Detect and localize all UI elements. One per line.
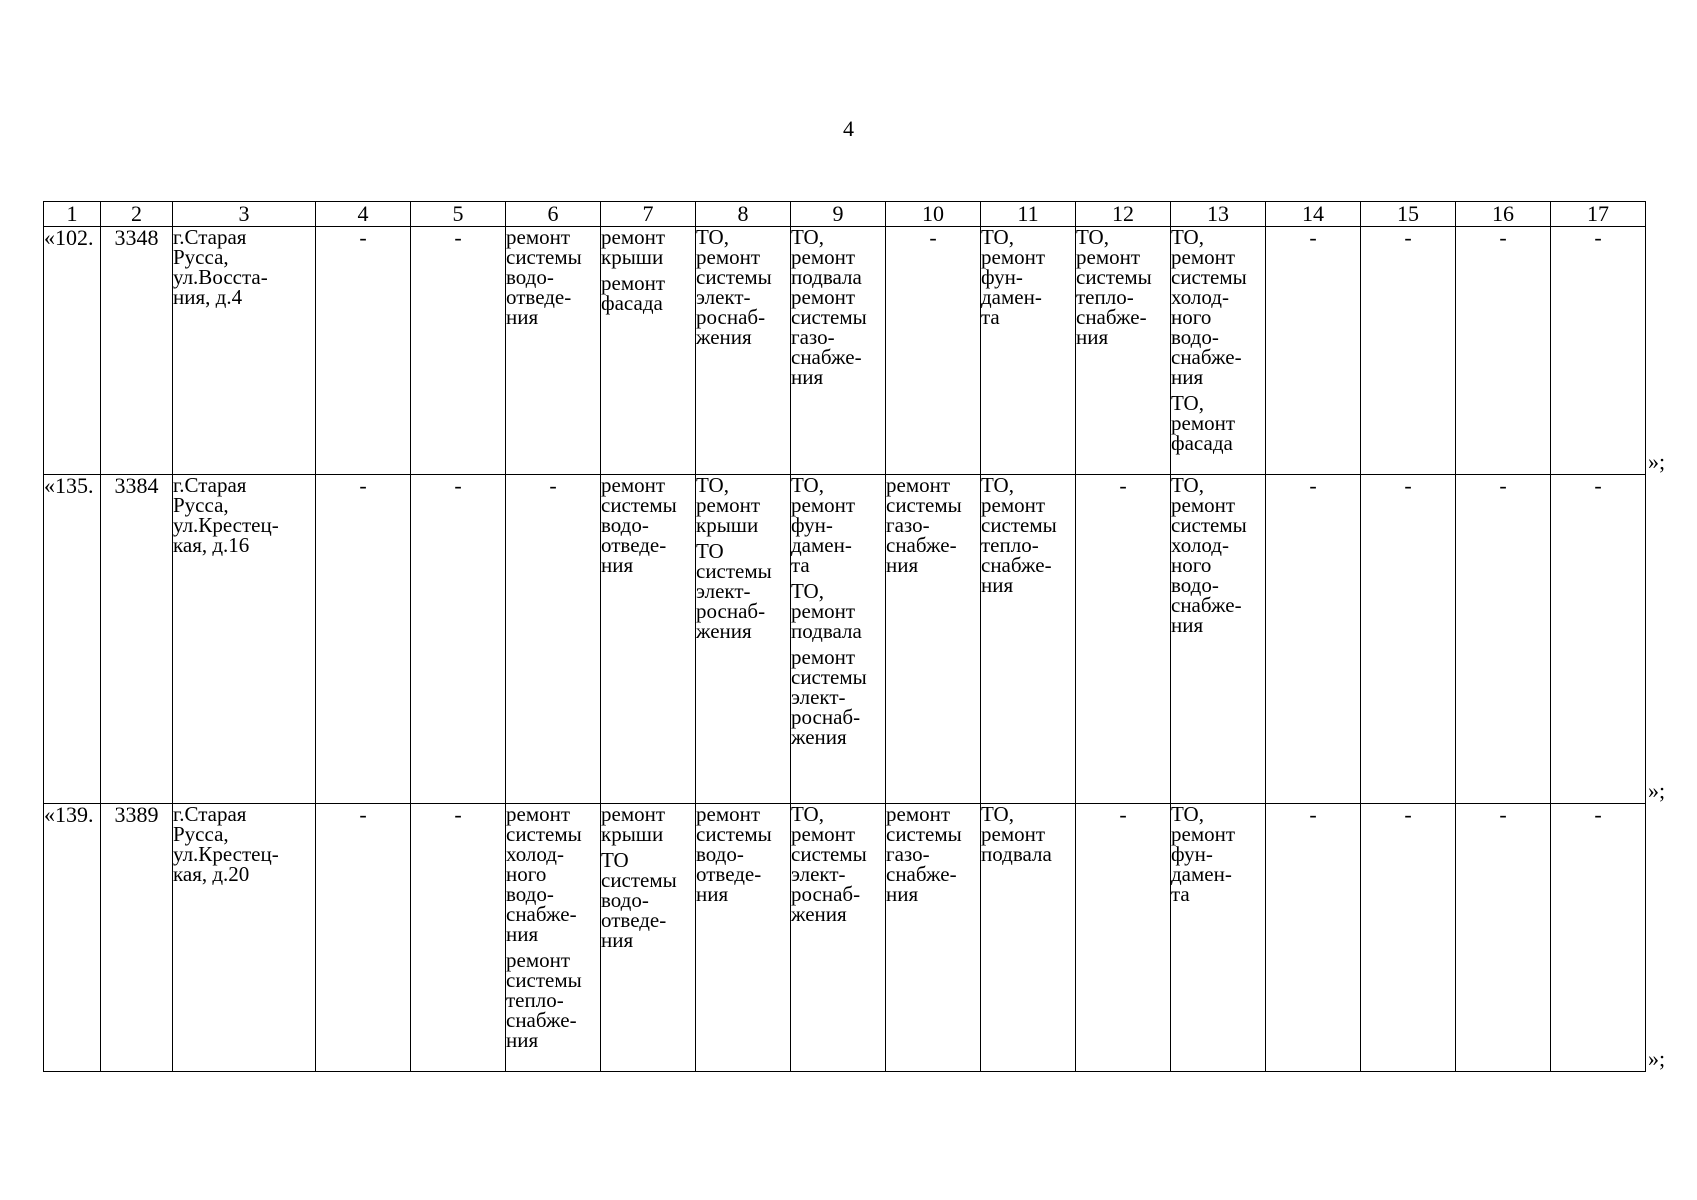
address-line: г.Старая <box>173 225 247 249</box>
work-item-line: ния <box>1171 365 1204 389</box>
work-item-line: снабже- <box>886 533 957 557</box>
work-item-line: подвала <box>791 265 862 289</box>
empty-work-cell: - <box>1361 475 1456 804</box>
work-item-line: роснаб- <box>791 882 861 906</box>
work-item-line: системы <box>601 493 677 517</box>
work-item-line: снабже- <box>1171 593 1242 617</box>
work-cell <box>791 227 886 475</box>
address-line: ул.Крестец- <box>173 513 279 537</box>
table-row <box>44 227 1646 475</box>
work-item-line: ния <box>601 553 634 577</box>
row-number-cell: «135. <box>44 475 101 804</box>
address-cell <box>173 227 316 475</box>
work-item-line: системы <box>1171 265 1247 289</box>
empty-work-cell: - <box>316 475 411 804</box>
work-item-line: системы <box>696 822 772 846</box>
column-header-1: 1 <box>44 202 101 227</box>
work-item-line: ТО, <box>791 473 824 497</box>
closing-quote-mark: »; <box>1648 777 1666 803</box>
work-item-line: ТО <box>696 539 724 563</box>
work-item-line: отведе- <box>601 533 667 557</box>
column-header-10: 10 <box>886 202 981 227</box>
work-item-line: элект- <box>696 285 751 309</box>
work-item-line: крыши <box>696 513 759 537</box>
work-cell <box>696 804 791 1072</box>
work-item <box>696 541 790 641</box>
work-item-line: ния <box>506 305 539 329</box>
work-item-line: ного <box>506 862 547 886</box>
work-item-line: дамен- <box>981 285 1042 309</box>
column-header-9: 9 <box>791 202 886 227</box>
work-item-line: крыши <box>601 245 664 269</box>
building-code-cell: 3384 <box>101 475 173 804</box>
work-item-line: ного <box>1171 305 1212 329</box>
work-item-line: снабже- <box>791 345 862 369</box>
work-item-line: системы <box>886 822 962 846</box>
work-item-line: системы <box>1171 513 1247 537</box>
work-item-line: отведе- <box>696 862 762 886</box>
work-item-line: ремонт <box>1171 245 1236 269</box>
work-item-line: крыши <box>601 822 664 846</box>
work-item-line: ремонт <box>791 285 856 309</box>
column-header-8: 8 <box>696 202 791 227</box>
building-code-cell: 3389 <box>101 804 173 1072</box>
work-item-line: фун- <box>981 265 1023 289</box>
work-item-line: роснаб- <box>696 599 766 623</box>
table-row <box>44 804 1646 1072</box>
address-line: Русса, <box>173 245 229 269</box>
column-header-7: 7 <box>601 202 696 227</box>
work-item-line: ния <box>791 365 824 389</box>
work-item <box>791 804 885 924</box>
work-item-line: водо- <box>696 842 744 866</box>
work-cell <box>1171 475 1266 804</box>
address-line: г.Старая <box>173 802 247 826</box>
work-item-line: ния <box>506 1028 539 1052</box>
empty-work-cell: - <box>411 475 506 804</box>
work-item <box>696 804 790 904</box>
work-item-line: ТО, <box>981 225 1014 249</box>
work-item-line: газо- <box>886 842 930 866</box>
empty-work-cell: - <box>1266 475 1361 804</box>
work-cell <box>886 804 981 1072</box>
work-item-line: дамен- <box>1171 862 1232 886</box>
work-item-line: ния <box>886 882 919 906</box>
work-cell <box>981 227 1076 475</box>
closing-quote-mark: »; <box>1648 448 1666 474</box>
work-item-line: ремонт <box>981 245 1046 269</box>
work-item <box>981 475 1075 595</box>
empty-work-cell: - <box>1551 475 1646 804</box>
work-item <box>791 581 885 641</box>
work-item-line: системы <box>886 493 962 517</box>
work-item-line: холод- <box>1171 533 1229 557</box>
empty-work-cell: - <box>1266 227 1361 475</box>
schedule-table <box>43 201 1646 1072</box>
work-cell <box>506 227 601 475</box>
work-item-line: водо- <box>601 888 649 912</box>
work-item-line: жения <box>791 725 847 749</box>
work-item-line: ния <box>886 553 919 577</box>
empty-work-cell: - <box>1361 804 1456 1072</box>
work-item-line: ТО, <box>791 225 824 249</box>
work-item-line: ремонт <box>886 473 951 497</box>
work-item-line: ремонт <box>601 225 666 249</box>
work-item <box>1171 804 1265 904</box>
work-item-line: подвала <box>981 842 1052 866</box>
address-line: ул.Восста- <box>173 265 268 289</box>
work-item-line: ремонт <box>696 245 761 269</box>
work-item <box>1171 393 1265 453</box>
column-header-3: 3 <box>173 202 316 227</box>
empty-work-cell: - <box>1076 475 1171 804</box>
work-item-line: ремонт <box>696 493 761 517</box>
empty-work-cell: - <box>1456 227 1551 475</box>
work-item-line: газо- <box>791 325 835 349</box>
work-item <box>1171 475 1265 635</box>
column-header-16: 16 <box>1456 202 1551 227</box>
work-cell <box>506 804 601 1072</box>
work-cell <box>601 475 696 804</box>
work-cell <box>601 804 696 1072</box>
work-item-line: та <box>981 305 1000 329</box>
work-item-line: ремонт <box>1171 822 1236 846</box>
address-cell <box>173 475 316 804</box>
work-item-line: ремонт <box>791 245 856 269</box>
work-item-line: фасада <box>601 291 663 315</box>
work-item-line: ТО <box>601 848 629 872</box>
work-item-line: ния <box>506 922 539 946</box>
work-item <box>886 804 980 904</box>
work-item-line: ремонт <box>791 599 856 623</box>
work-item-line: системы <box>696 559 772 583</box>
empty-work-cell: - <box>1076 804 1171 1072</box>
work-item-line: роснаб- <box>696 305 766 329</box>
work-item-line: системы <box>696 265 772 289</box>
header-row <box>44 202 1646 227</box>
work-item-line: ния <box>981 573 1014 597</box>
column-header-15: 15 <box>1361 202 1456 227</box>
work-item-line: водо- <box>1171 573 1219 597</box>
work-item <box>601 850 695 950</box>
work-item-line: та <box>1171 882 1190 906</box>
work-item <box>886 475 980 575</box>
column-header-17: 17 <box>1551 202 1646 227</box>
work-item-line: ремонт <box>1076 245 1141 269</box>
work-item-line: водо- <box>506 265 554 289</box>
work-item-line: ТО, <box>696 225 729 249</box>
work-item-line: ремонт <box>1171 411 1236 435</box>
work-item-line: системы <box>791 842 867 866</box>
work-item-line: элект- <box>696 579 751 603</box>
work-item <box>791 475 885 575</box>
work-item-line: ремонт <box>506 225 571 249</box>
row-number-cell: «102. <box>44 227 101 475</box>
address-line: кая, д.20 <box>173 862 250 886</box>
column-header-14: 14 <box>1266 202 1361 227</box>
work-item-line: снабже- <box>981 553 1052 577</box>
work-item-line: та <box>791 553 810 577</box>
work-item-line: ремонт <box>981 493 1046 517</box>
work-item-line: ремонт <box>981 822 1046 846</box>
work-item-line: ТО, <box>1076 225 1109 249</box>
work-item <box>981 804 1075 864</box>
work-item-line: снабже- <box>506 1008 577 1032</box>
work-item-line: ТО, <box>981 473 1014 497</box>
address-line: ния, д.4 <box>173 285 243 309</box>
work-item-line: системы <box>791 665 867 689</box>
work-cell <box>791 804 886 1072</box>
work-item-line: системы <box>1076 265 1152 289</box>
work-item-line: ТО, <box>981 802 1014 826</box>
work-item-line: ния <box>1076 325 1109 349</box>
work-item-line: ния <box>601 928 634 952</box>
work-item-line: газо- <box>886 513 930 537</box>
work-item <box>696 475 790 535</box>
empty-work-cell: - <box>1266 804 1361 1072</box>
work-item-line: фун- <box>1171 842 1213 866</box>
work-item-line: ремонт <box>506 948 571 972</box>
empty-work-cell: - <box>1551 804 1646 1072</box>
work-item-line: водо- <box>506 882 554 906</box>
empty-work-cell: - <box>1456 475 1551 804</box>
work-item-line: ремонт <box>791 493 856 517</box>
work-cell <box>696 475 791 804</box>
work-item-line: ТО, <box>696 473 729 497</box>
work-item <box>1076 227 1170 347</box>
work-item-line: системы <box>506 968 582 992</box>
work-item <box>601 804 695 844</box>
work-item-line: элект- <box>791 862 846 886</box>
work-item <box>506 227 600 327</box>
work-cell <box>1076 227 1171 475</box>
work-item-line: ния <box>1171 613 1204 637</box>
column-header-4: 4 <box>316 202 411 227</box>
work-item-line: снабже- <box>1076 305 1147 329</box>
work-cell <box>981 804 1076 1072</box>
work-cell <box>1171 804 1266 1072</box>
work-item-line: системы <box>506 822 582 846</box>
work-item-line: ремонт <box>791 822 856 846</box>
work-item-line: системы <box>791 305 867 329</box>
work-item-line: снабже- <box>506 902 577 926</box>
work-item-line: жения <box>696 619 752 643</box>
work-item-line: снабже- <box>1171 345 1242 369</box>
empty-work-cell: - <box>411 804 506 1072</box>
work-item-line: ТО, <box>791 802 824 826</box>
empty-work-cell: - <box>316 804 411 1072</box>
page-number: 4 <box>843 116 854 141</box>
work-item-line: водо- <box>601 513 649 537</box>
work-item-line: системы <box>601 868 677 892</box>
empty-work-cell: - <box>316 227 411 475</box>
work-cell <box>1171 227 1266 475</box>
column-header-2: 2 <box>101 202 173 227</box>
work-item-line: ТО, <box>791 579 824 603</box>
work-item-line: ремонт <box>696 802 761 826</box>
work-item <box>601 475 695 575</box>
address-line: ул.Крестец- <box>173 842 279 866</box>
work-item-line: ния <box>696 882 729 906</box>
work-item-line: фасада <box>1171 431 1233 455</box>
work-item <box>601 227 695 267</box>
address-line: г.Старая <box>173 473 247 497</box>
address-line: кая, д.16 <box>173 533 250 557</box>
column-header-12: 12 <box>1076 202 1171 227</box>
work-item <box>981 227 1075 327</box>
work-item-line: ремонт <box>601 473 666 497</box>
table-body <box>44 227 1646 1072</box>
column-header-11: 11 <box>981 202 1076 227</box>
address-cell <box>173 804 316 1072</box>
work-item-line: отведе- <box>506 285 572 309</box>
work-cell <box>696 227 791 475</box>
work-item <box>1171 227 1265 387</box>
work-cell <box>981 475 1076 804</box>
work-cell <box>601 227 696 475</box>
work-item <box>506 950 600 1050</box>
work-item-line: системы <box>981 513 1057 537</box>
column-header-5: 5 <box>411 202 506 227</box>
work-item-line: ТО, <box>1171 225 1204 249</box>
work-item <box>791 647 885 747</box>
address-line: Русса, <box>173 493 229 517</box>
work-item-line: ремонт <box>1171 493 1236 517</box>
work-item-line: ремонт <box>601 802 666 826</box>
work-item-line: холод- <box>506 842 564 866</box>
column-header-13: 13 <box>1171 202 1266 227</box>
work-item <box>506 804 600 944</box>
empty-work-cell: - <box>506 475 601 804</box>
work-item <box>601 273 695 313</box>
closing-quote-mark: »; <box>1648 1045 1666 1071</box>
work-item-line: водо- <box>1171 325 1219 349</box>
work-item-line: снабже- <box>886 862 957 886</box>
work-item-line: ТО, <box>1171 802 1204 826</box>
work-cell <box>791 475 886 804</box>
row-number-cell: «139. <box>44 804 101 1072</box>
work-item-line: ТО, <box>1171 473 1204 497</box>
work-item-line: ремонт <box>886 802 951 826</box>
work-item-line: холод- <box>1171 285 1229 309</box>
empty-work-cell: - <box>1456 804 1551 1072</box>
column-header-6: 6 <box>506 202 601 227</box>
work-item-line: ного <box>1171 553 1212 577</box>
work-item-line: ТО, <box>1171 391 1204 415</box>
work-item <box>791 227 885 387</box>
building-code-cell: 3348 <box>101 227 173 475</box>
work-item-line: тепло- <box>506 988 564 1012</box>
work-item-line: элект- <box>791 685 846 709</box>
work-item-line: ремонт <box>506 802 571 826</box>
table-row <box>44 475 1646 804</box>
empty-work-cell: - <box>1551 227 1646 475</box>
work-item-line: жения <box>696 325 752 349</box>
empty-work-cell: - <box>411 227 506 475</box>
work-item-line: ремонт <box>601 271 666 295</box>
work-cell <box>886 475 981 804</box>
work-item-line: отведе- <box>601 908 667 932</box>
work-item-line: тепло- <box>981 533 1039 557</box>
work-item-line: дамен- <box>791 533 852 557</box>
work-item-line: тепло- <box>1076 285 1134 309</box>
address-line: Русса, <box>173 822 229 846</box>
work-item <box>696 227 790 347</box>
empty-work-cell: - <box>886 227 981 475</box>
empty-work-cell: - <box>1361 227 1456 475</box>
work-item-line: жения <box>791 902 847 926</box>
work-item-line: фун- <box>791 513 833 537</box>
work-item-line: подвала <box>791 619 862 643</box>
work-item-line: роснаб- <box>791 705 861 729</box>
work-item-line: ремонт <box>791 645 856 669</box>
work-item-line: системы <box>506 245 582 269</box>
